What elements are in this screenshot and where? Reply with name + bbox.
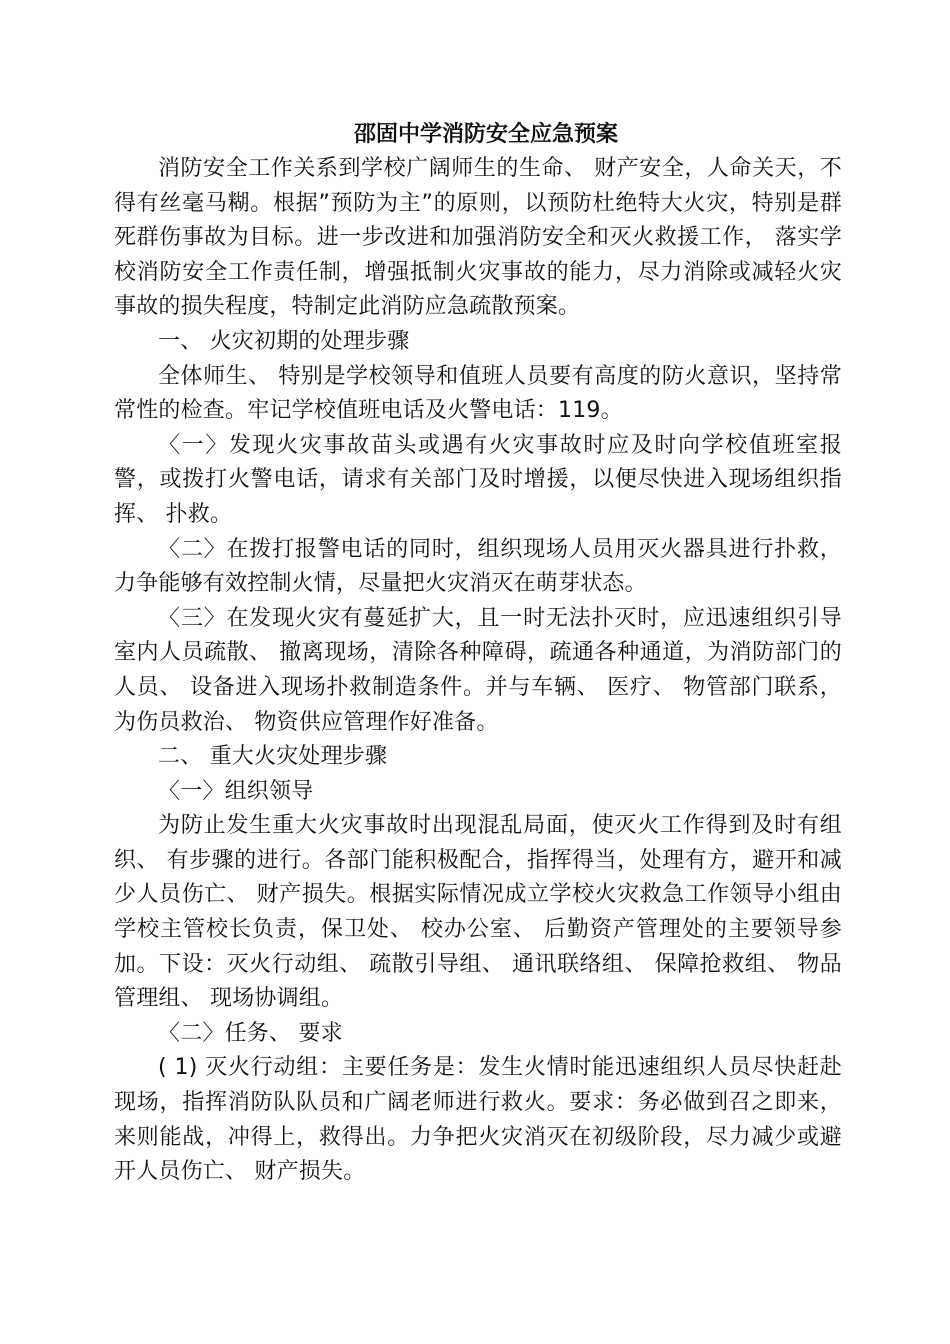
section-1-paragraph-1: 全体师生、 特别是学校领导和值班人员要有高度的防火意识，坚持常常性的检查。牢记学校值班电话及火警电话：119。 <box>114 363 842 424</box>
intro-paragraph: 消防安全工作关系到学校广阔师生的生命、 财产安全，人命关天，不得有丝毫马糊。根据”预防为主”的原则，以预防杜绝特大火灾，特别是群死群伤事故为目标。进一步改进和加强消防安全和灭火救援工作， 落实学校消防安全工作责任制，增强抵制火灾事故的能力，尽力消除或减轻火灾事故的损失程度，特制定此消防应急疏散预案。 <box>114 156 842 320</box>
section-1-paragraph-3: 〈二〉在拨打报警电话的同时，组织现场人员用灭火器具进行扑救， 力争能够有效控制火情，尽量把火灾消灭在萌芽状态。 <box>114 536 842 597</box>
section-1-paragraph-4: 〈三〉在发现火灾有蔓延扩大，且一时无法扑灭时，应迅速组织引导室内人员疏散、 撤离现场，清除各种障碍，疏通各种通道，为消防部门的人员、 设备进入现场扑救制造条件。并与车辆、 医疗、 物管部门联系，为伤员救治、 物资供应管理作好准备。 <box>114 605 842 735</box>
document-title: 邵固中学消防安全应急预案 <box>353 122 618 147</box>
subsection-organization-paragraph: 为防止发生重大火灾事故时出现混乱局面，使灭火工作得到及时有组织、 有步骤的进行。各部门能积极配合，指挥得当，处理有方，避开和减少人员伤亡、 财产损失。根据实际情况成立学校火灾救急工作领导小组由学校主管校长负责，保卫处、 校办公室、 后勤资产管理处的主要领导参加。下设：灭火行动组、 疏散引导组、 通讯联络组、 保障抢救组、 物品管理组、 现场协调组。 <box>114 813 842 1012</box>
subsection-tasks-paragraph: ( 1) 灭火行动组：主要任务是：发生火情时能迅速组织人员尽快赶赴现场，指挥消防队队员和广阔老师进行救火。要求：务必做到召之即来，来则能战，冲得上，救得出。力争把火灾消灭在初级阶段，尽力减少或避开人员伤亡、 财产损失。 <box>114 1055 842 1185</box>
subsection-tasks-heading: 〈二〉任务、 要求 <box>158 1020 343 1046</box>
section-2-heading: 二、 重大火灾处理步骤 <box>158 744 388 770</box>
document-body <box>114 118 842 1190</box>
section-1-heading: 一、 火灾初期的处理步骤 <box>158 328 410 354</box>
subsection-organization-heading: 〈一〉组织领导 <box>158 778 314 804</box>
section-1-paragraph-2: 〈一〉发现火灾事故苗头或遇有火灾事故时应及时向学校值班室报警，或拨打火警电话，请求有关部门及时增援，以便尽快进入现场组织指挥、 扑救。 <box>114 432 842 527</box>
